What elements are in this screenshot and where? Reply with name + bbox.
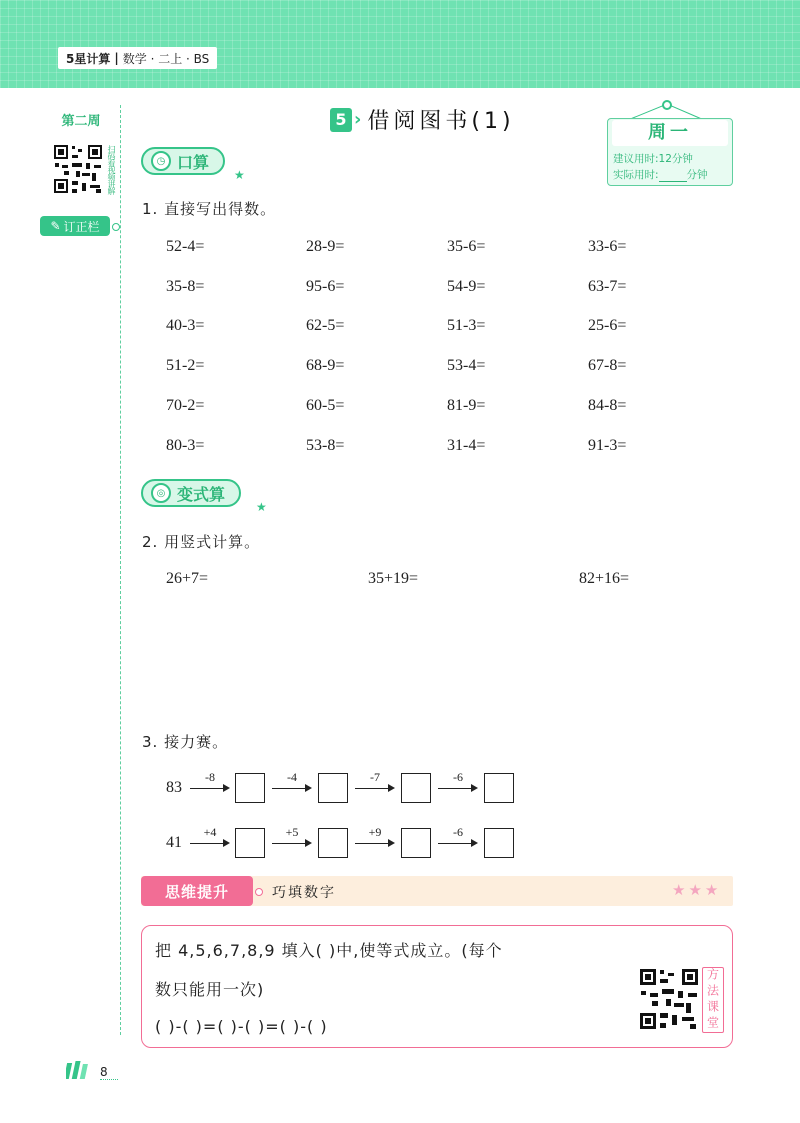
day-name: 周一 xyxy=(612,120,728,146)
relay-op: -7 xyxy=(370,770,380,784)
relay-op: +9 xyxy=(368,825,382,839)
page-title xyxy=(330,104,515,135)
week-label: 第二周 xyxy=(61,114,101,129)
oral-equation: 51-3= xyxy=(447,317,486,334)
oral-equation: 84-8= xyxy=(588,397,627,414)
suggested-time xyxy=(613,151,731,166)
oral-equation: 70-2= xyxy=(166,397,205,414)
relay-op: +5 xyxy=(285,825,299,839)
relay-arrow xyxy=(438,770,478,804)
page-number: 8 xyxy=(100,1065,108,1079)
actual-time-unit: 分钟 xyxy=(686,169,708,181)
relay-op: -4 xyxy=(287,770,297,784)
oral-equation: 53-8= xyxy=(306,437,345,454)
relay-op: -6 xyxy=(453,825,463,839)
lesson-number: 5 xyxy=(330,108,352,132)
actual-time xyxy=(613,167,731,182)
relay-arrow xyxy=(272,770,312,804)
series-info: 数学 · 二上 · BS xyxy=(122,51,210,66)
vertical-calc-item: 35+19= xyxy=(368,570,419,587)
oral-equation: 25-6= xyxy=(588,317,627,334)
relay-arrow xyxy=(190,825,230,859)
section-oral xyxy=(141,147,225,175)
oral-equation: 53-4= xyxy=(447,357,486,374)
suggested-time-label: 建议用时: xyxy=(613,153,659,165)
puzzle-line-3[interactable]: ( )-( )=( )-( )=( )-( ) xyxy=(155,1017,328,1036)
thinking-tag: 思维提升 xyxy=(141,876,253,906)
books-icon xyxy=(66,1059,94,1079)
oral-equation: 67-8= xyxy=(588,357,627,374)
relay-start-value: 83 xyxy=(166,779,182,796)
oral-equation: 68-9= xyxy=(306,357,345,374)
relay-op: +4 xyxy=(203,825,217,839)
qr-code-icon[interactable] xyxy=(52,143,104,195)
hook-icon xyxy=(662,100,672,110)
relay-op: -8 xyxy=(205,770,215,784)
target-icon: ◎ xyxy=(151,483,171,503)
oral-equation: 60-5= xyxy=(306,397,345,414)
oral-equation: 63-7= xyxy=(588,278,627,295)
brand-name: 5星计算 xyxy=(66,51,111,66)
oral-equation: 95-6= xyxy=(306,278,345,295)
answer-box[interactable] xyxy=(318,828,348,858)
oral-equation: 62-5= xyxy=(306,317,345,334)
oral-equation: 91-3= xyxy=(588,437,627,454)
thinking-subtitle: 巧填数字 xyxy=(272,885,336,901)
oral-equation: 81-9= xyxy=(447,397,486,414)
stopwatch-icon: ◷ xyxy=(151,151,171,171)
question-3-title: 3. 接力赛。 xyxy=(142,733,229,751)
oral-equation: 52-4= xyxy=(166,238,205,255)
relay-arrow xyxy=(438,825,478,859)
relay-arrow xyxy=(190,770,230,804)
relay-op: -6 xyxy=(453,770,463,784)
separator: | xyxy=(114,51,119,65)
oral-equation: 80-3= xyxy=(166,437,205,454)
section-variant xyxy=(141,479,241,507)
answer-box[interactable] xyxy=(484,773,514,803)
oral-equation: 33-6= xyxy=(588,238,627,255)
section-oral-label: 口算 xyxy=(177,152,210,172)
star-icon: ★★★ xyxy=(672,881,722,899)
star-icon: ★ xyxy=(234,168,245,182)
chevron-right-icon: › xyxy=(354,109,362,130)
relay-start-value: 41 xyxy=(166,834,182,851)
fix-column-tag xyxy=(40,216,110,236)
top-banner xyxy=(0,0,800,88)
suggested-time-value: 12分钟 xyxy=(658,153,693,165)
oral-equation: 40-3= xyxy=(166,317,205,334)
sidebar-divider xyxy=(120,105,121,1035)
vertical-calc-item: 26+7= xyxy=(166,570,209,587)
relay-arrow xyxy=(355,825,395,859)
section-variant-label: 变式算 xyxy=(177,484,226,504)
answer-box[interactable] xyxy=(235,828,265,858)
relay-arrow xyxy=(272,825,312,859)
lesson-title: 借阅图书(1) xyxy=(367,109,515,134)
star-icon: ★ xyxy=(256,500,267,514)
question-2-title: 2. 用竖式计算。 xyxy=(142,533,261,551)
answer-box[interactable] xyxy=(401,828,431,858)
oral-equation: 54-9= xyxy=(447,278,486,295)
question-1-title: 1. 直接写出得数。 xyxy=(142,200,277,218)
puzzle-line-1: 把 4,5,6,7,8,9 填入( )中,使等式成立。(每个 xyxy=(155,941,503,960)
page-number-underline xyxy=(100,1079,118,1080)
answer-box[interactable] xyxy=(401,773,431,803)
relay-arrow xyxy=(355,770,395,804)
oral-equation: 51-2= xyxy=(166,357,205,374)
method-class-label: 方法课堂 xyxy=(702,967,724,1033)
qr-code-icon[interactable] xyxy=(638,967,700,1031)
vertical-calc-item: 82+16= xyxy=(579,570,630,587)
difficulty-stars xyxy=(672,881,721,899)
oral-equation: 35-8= xyxy=(166,278,205,295)
oral-equation: 28-9= xyxy=(306,238,345,255)
series-label xyxy=(58,47,217,69)
answer-box[interactable] xyxy=(235,773,265,803)
pencil-icon: ✎ xyxy=(50,219,61,233)
fix-column-label: 订正栏 xyxy=(63,219,100,234)
actual-time-blank[interactable] xyxy=(659,172,687,182)
oral-equation: 35-6= xyxy=(447,238,486,255)
puzzle-line-2: 数只能用一次) xyxy=(155,980,265,999)
oral-equation: 31-4= xyxy=(447,437,486,454)
answer-box[interactable] xyxy=(484,828,514,858)
answer-box[interactable] xyxy=(318,773,348,803)
qr-caption: 扫码看视频讲解 xyxy=(107,145,116,194)
actual-time-label: 实际用时: xyxy=(613,169,659,181)
